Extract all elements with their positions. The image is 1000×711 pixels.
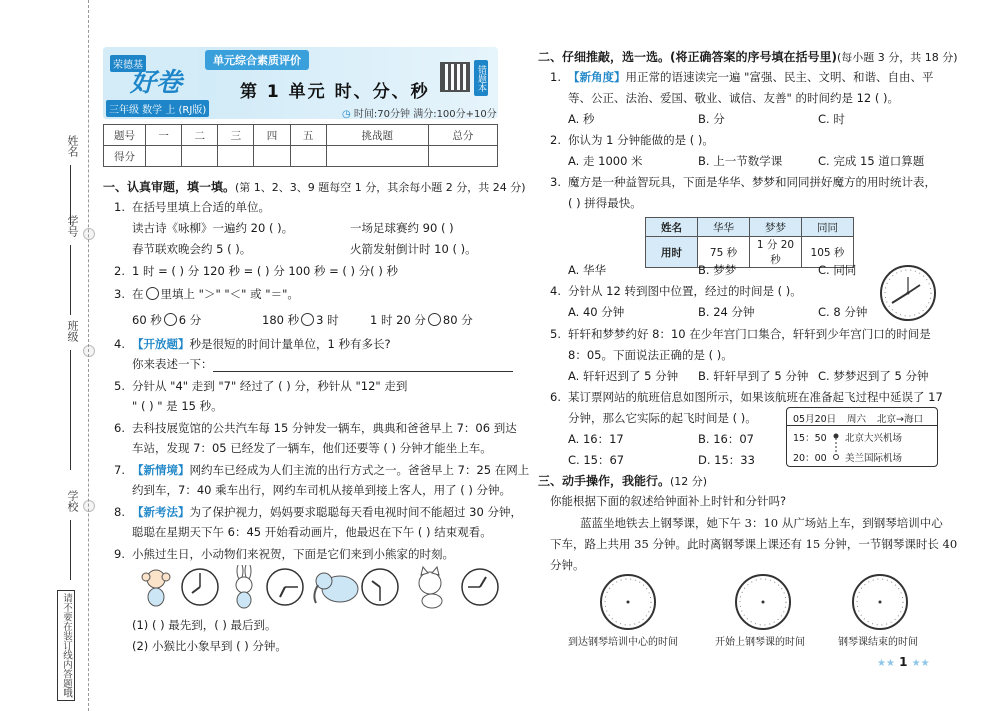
- r3-option-a[interactable]: A. 华华: [568, 263, 606, 277]
- q3-item-b: 180 秒 3 时: [262, 313, 339, 327]
- r4-option-a[interactable]: A. 40 分钟: [568, 305, 625, 319]
- question-5: 5. 分针从 "4" 走到 "7" 经过了 ( ) 分，秒针从 "12" 走到: [114, 379, 408, 393]
- score-row-label: 得分: [104, 146, 146, 167]
- binding-hole: [83, 228, 95, 240]
- star-icon: ★★: [911, 658, 930, 669]
- r6-option-c[interactable]: C. 15：67: [568, 453, 625, 467]
- question-4: 4. 【开放题】秒是很短的时间计量单位，1 秒有多长?: [114, 337, 391, 351]
- clock-icon: [362, 569, 398, 605]
- class-line: [70, 350, 71, 470]
- question-9: 9. 小熊过生日，小动物们来祝贺，下面是它们来到小熊家的时刻。: [114, 547, 454, 561]
- binding-margin: [0, 0, 95, 711]
- r5-option-a[interactable]: A. 轩轩迟到了 5 分钟: [568, 369, 679, 383]
- score-header-cell: 挑战题: [326, 125, 428, 146]
- school-label: 学校: [66, 490, 79, 512]
- section-3-title: 三、动手操作，我能行。(12 分): [538, 474, 708, 488]
- page-title: 第 1 单元 时、分、秒: [240, 82, 430, 102]
- table-cell: 1 分 20 秒: [750, 237, 802, 268]
- school-line: [70, 520, 71, 580]
- question-7: 7. 【新情境】网约车已经成为人们主流的出行方式之一。爸爸早上 7：25 在网上: [114, 463, 530, 477]
- score-input-cell[interactable]: [290, 146, 326, 167]
- time-info: ◷ 时间:70分钟 满分:100分+10分: [342, 109, 497, 120]
- arrival-time: 20：00: [793, 453, 827, 464]
- r1-option-c[interactable]: C. 时: [818, 112, 845, 126]
- mistake-book-tag: 错题本: [474, 60, 488, 96]
- q8-cont: 聪聪在星期天下午 6：45 开始看动画片，他最迟在下午 ( ) 结束观看。: [132, 525, 492, 539]
- question-2: 2. 1 时 = ( ) 分 120 秒 = ( ) 分 100 秒 = ( ) 分( ) 秒: [114, 264, 398, 278]
- score-input-cell[interactable]: [254, 146, 290, 167]
- table-header-cell: 华华: [698, 218, 750, 237]
- score-header-cell: 二: [182, 125, 218, 146]
- r4-option-b[interactable]: B. 24 分钟: [698, 305, 755, 319]
- table-cell: 105 秒: [802, 237, 854, 268]
- s3-passage-1: 蓝蓝坐地铁去上钢琴课，她下午 3：10 从广场站上车，到钢琴培训中心: [580, 516, 943, 530]
- r-question-4: 4. 分针从 12 转到图中位置，经过的时间是 ( )。: [550, 284, 802, 298]
- flight-route: 北京→海口: [877, 414, 923, 425]
- r-question-2: 2. 你认为 1 分钟能做的是 ( )。: [550, 133, 714, 147]
- class-label: 班级: [66, 320, 79, 342]
- clock-icon: [878, 263, 938, 323]
- q3-item-a: 60 秒 6 分: [132, 313, 202, 327]
- cube-time-table: [645, 217, 854, 268]
- r1-option-a[interactable]: A. 秒: [568, 112, 595, 126]
- r-question-5: 5. 轩轩和梦梦约好 8：10 在少年宫门口集合，轩轩到少年宫门口的时间是: [550, 327, 931, 341]
- r-question-3: 3. 魔方是一种益智玩具，下面是华华、梦梦和同同拼好魔方的用时统计表，: [550, 175, 936, 189]
- page-number: ★★ 1 ★★: [877, 655, 930, 669]
- compare-circle[interactable]: [146, 287, 159, 300]
- r3-cont: ( ) 拼得最快。: [568, 196, 642, 210]
- r1-option-b[interactable]: B. 分: [698, 112, 725, 126]
- clock-icon: ◷: [342, 109, 351, 120]
- clock-caption-1: 到达钢琴培训中心的时间: [568, 637, 678, 648]
- binding-hole: [83, 500, 95, 512]
- section-2-title: 二、仔细推敲，选一选。(将正确答案的序号填在括号里)(每小题 3 分，共 18 分): [538, 50, 958, 64]
- question-6: 6. 去科技展览馆的公共汽车每 15 分钟发一辆车，典典和爸爸早上 7：06 到达: [114, 421, 517, 435]
- elephant-icon: [314, 573, 358, 603]
- clock-caption-2: 开始上钢琴课的时间: [715, 637, 805, 648]
- q9-part-2: (2) 小猴比小象早到 ( ) 分钟。: [132, 639, 287, 653]
- table-header-cell: 同同: [802, 218, 854, 237]
- r2-option-a[interactable]: A. 走 1000 米: [568, 154, 643, 168]
- cut-line: [88, 0, 89, 711]
- r1-cont: 等、公正、法治、爱国、敬业、诚信、友善" 的时间约是 12 ( )。: [568, 91, 900, 105]
- r3-option-c[interactable]: C. 同同: [818, 263, 857, 277]
- q1-item-c: 春节联欢晚会约 5 ( )。: [132, 242, 252, 256]
- r3-option-b[interactable]: B. 梦梦: [698, 263, 737, 277]
- cat-icon: [419, 567, 442, 608]
- table-header-cell: 姓名: [646, 218, 698, 237]
- clock-icon: [182, 569, 218, 605]
- qr-code-icon: [440, 62, 470, 92]
- score-input-cell[interactable]: [146, 146, 182, 167]
- score-table: [103, 124, 498, 167]
- s3-question: 你能根据下面的叙述给钟面补上时针和分针吗?: [550, 494, 787, 508]
- blank-clock-2[interactable]: [733, 572, 793, 632]
- arrival-airport: 美兰国际机场: [845, 453, 903, 464]
- star-icon: ★★: [877, 658, 895, 669]
- route-dots-icon: [832, 432, 840, 462]
- clock-icon: [267, 569, 303, 605]
- q6-cont: 车站，发现 7：05 已经发了一辆车，他们还要等 ( ) 分钟才能坐上车。: [132, 441, 492, 455]
- blank-clock-1[interactable]: [598, 572, 658, 632]
- table-cell: 75 秒: [698, 237, 750, 268]
- q9-animals-clocks: [140, 565, 510, 610]
- blank-clock-3[interactable]: [850, 572, 910, 632]
- s3-passage-3: 分钟。: [550, 558, 585, 572]
- q4-answer-line: 你来表述一下：: [132, 356, 513, 372]
- r2-option-c[interactable]: C. 完成 15 道口算题: [818, 154, 925, 168]
- r6-option-a[interactable]: A. 16：17: [568, 432, 624, 446]
- publisher-label: 荣德基: [110, 55, 146, 72]
- flight-weekday: 周六: [847, 414, 867, 425]
- compare-circle[interactable]: [164, 313, 177, 326]
- score-input-cell[interactable]: [182, 146, 218, 167]
- q1-item-a: 读古诗《咏柳》一遍约 20 ( )。: [132, 221, 294, 235]
- answer-underline[interactable]: [213, 361, 513, 372]
- flight-info-card: [786, 407, 938, 467]
- name-label: 姓名: [66, 135, 79, 157]
- r6-option-b[interactable]: B. 16：07: [698, 432, 754, 446]
- question-1: 1. 在括号里填上合适的单位。: [114, 200, 270, 214]
- flight-date: 05月20日: [793, 414, 837, 425]
- score-header-cell: 题号: [104, 125, 146, 146]
- grade-label: 三年级 数学 上 (RJ版): [106, 100, 209, 117]
- score-header-cell: 三: [218, 125, 254, 146]
- score-header-cell: 五: [290, 125, 326, 146]
- header-ribbon: 单元综合素质评价: [205, 50, 309, 70]
- q5-cont: " ( ) " 是 15 秒。: [132, 399, 223, 413]
- s3-passage-2: 下车，路上共用 35 分钟。此时离钢琴课上课还有 15 分钟，一节钢琴课时长 40: [550, 537, 958, 551]
- id-line: [70, 245, 71, 315]
- binding-warning: 请不要在装订线内答题哦: [57, 590, 75, 701]
- section-1-title: 一、认真审题，填一填。(第 1、2、3、9 题每空 1 分，其余每小题 2 分，共 24 分): [103, 180, 526, 194]
- q1-item-b: 一场足球赛约 90 ( ): [350, 221, 454, 235]
- score-input-cell[interactable]: [326, 146, 428, 167]
- question-8: 8. 【新考法】为了保护视力，妈妈要求聪聪每天看电视时间不能超过 30 分钟，: [114, 505, 522, 519]
- rabbit-icon: [236, 565, 252, 608]
- q9-part-1: (1) ( ) 最先到，( ) 最后到。: [132, 618, 277, 632]
- question-3: 3. 在 里填上 "＞" "＜" 或 "＝"。: [114, 287, 299, 301]
- r6-option-d[interactable]: D. 15：33: [698, 453, 755, 467]
- r-question-1: 1. 【新角度】用正常的语速读完一遍 "富强、民主、文明、和谐、自由、平: [550, 70, 934, 84]
- r5-option-c[interactable]: C. 梦梦迟到了 5 分钟: [818, 369, 929, 383]
- q1-item-d: 火箭发射倒计时 10 ( )。: [350, 242, 477, 256]
- binding-hole: [83, 345, 95, 357]
- table-cell: 用时: [646, 237, 698, 268]
- q3-item-c: 1 时 20 分 80 分: [370, 313, 473, 327]
- r4-option-c[interactable]: C. 8 分钟: [818, 305, 868, 319]
- monkey-icon: [142, 570, 170, 606]
- r-question-6: 6. 某订票网站的航班信息如图所示，如果该航班在准备起飞过程中延误了 17: [550, 390, 943, 404]
- divider: [787, 425, 937, 426]
- q7-cont: 约到车，7：40 乘车出行，网约车司机从接单到接上客人，用了 ( ) 分钟。: [132, 483, 512, 497]
- score-input-cell[interactable]: [218, 146, 254, 167]
- score-header-cell: 一: [146, 125, 182, 146]
- score-header-cell: 四: [254, 125, 290, 146]
- brand-logo: 好卷: [130, 68, 183, 98]
- id-label: 学号: [66, 215, 79, 237]
- r2-option-b[interactable]: B. 上一节数学课: [698, 154, 783, 168]
- score-header-cell: 总分: [428, 125, 497, 146]
- table-header-cell: 梦梦: [750, 218, 802, 237]
- r6-cont: 分钟，那么它实际的起飞时间是 ( )。: [568, 411, 757, 425]
- r5-cont: 8：05。下面说法正确的是 ( )。: [568, 348, 733, 362]
- clock-caption-3: 钢琴课结束的时间: [838, 637, 918, 648]
- compare-circle[interactable]: [428, 313, 441, 326]
- clock-icon: [462, 569, 498, 605]
- score-input-cell[interactable]: [428, 146, 497, 167]
- departure-time: 15：50: [793, 433, 827, 444]
- departure-airport: 北京大兴机场: [845, 433, 903, 444]
- r5-option-b[interactable]: B. 轩轩早到了 5 分钟: [698, 369, 809, 383]
- compare-circle[interactable]: [301, 313, 314, 326]
